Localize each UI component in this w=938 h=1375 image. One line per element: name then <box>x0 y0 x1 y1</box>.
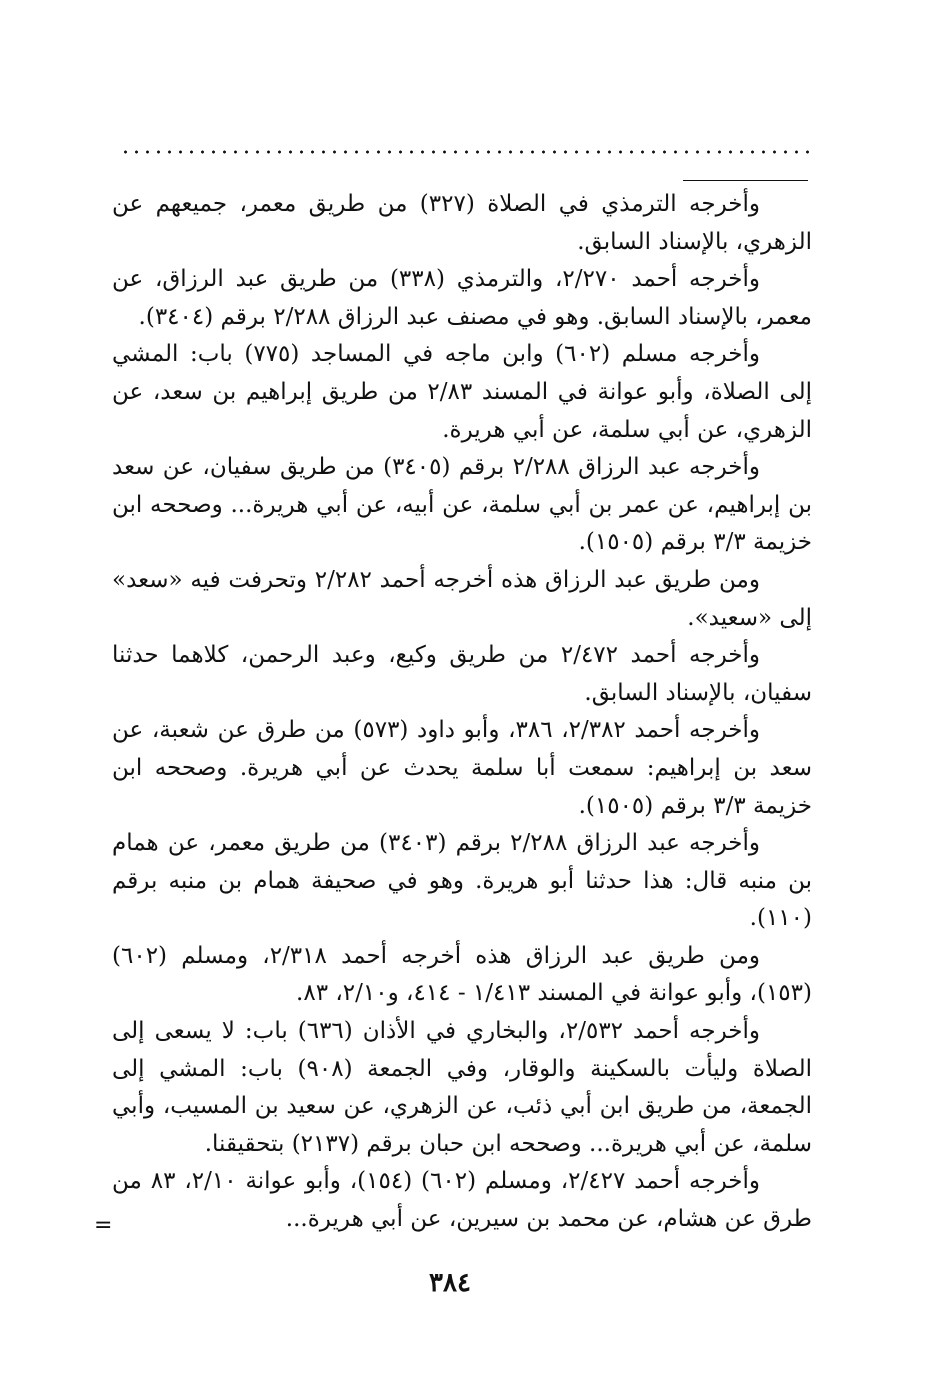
footnote-paragraph: وأخرجه أحمد ٢/٥٣٢، والبخاري في الأذان (٦٣٦) باب: لا يسعى إلى الصلاة وليأت بالسكينة والوقار، وفي الجمعة (٩٠٨) باب: المشي إلى الجمعة، من طريق ابن أبي ذئب، عن الزهري، عن سعيد بن المسيب، وأبي سلمة، عن أبي هريرة... وصححه ابن حبان برقم (٢١٣٧) بتحقيقنا. <box>112 1018 812 1157</box>
dotted-separator <box>120 148 812 156</box>
continuation-mark: = <box>94 1213 113 1238</box>
footnote-paragraph: وأخرجه مسلم (٦٠٢) وابن ماجه في المساجد (٧٧٥) باب: المشي إلى الصلاة، وأبو عوانة في المسند ٢/٨٣ من طريق إبراهيم بن سعد، عن الزهري، عن أبي سلمة، عن أبي هريرة. <box>112 341 812 443</box>
page-number: ٣٨٤ <box>429 1268 471 1298</box>
footnote-paragraph: وأخرجه عبد الرزاق ٢/٢٨٨ برقم (٣٤٠٣) من طريق معمر، عن همام بن منبه قال: هذا حدثنا أبو هريرة. وهو في صحيفة همام بن منبه برقم (١١٠). <box>112 830 812 932</box>
footnote-paragraph: وأخرجه أحمد ٢/٣٨٢، ٣٨٦، وأبو داود (٥٧٣) من طرق عن شعبة، عن سعد بن إبراهيم: سمعت أبا سلمة يحدث عن أبي هريرة. وصححه ابن خزيمة ٣/٣ برقم (١٥٠٥). <box>112 717 812 819</box>
footnote-rule <box>683 180 808 181</box>
footnote-paragraph: وأخرجه عبد الرزاق ٢/٢٨٨ برقم (٣٤٠٥) من طريق سفيان، عن سعد بن إبراهيم، عن عمر بن أبي سلمة، عن أبيه، عن أبي هريرة... وصححه ابن خزيمة ٣/٣ برقم (١٥٠٥). <box>112 454 812 556</box>
footnote-paragraph: وأخرجه أحمد ٢/٤٧٢ من طريق وكيع، وعبد الرحمن، كلاهما حدثنا سفيان، بالإسناد السابق. <box>112 642 812 706</box>
footnotes-block <box>112 186 812 1239</box>
footnote-paragraph: وأخرجه الترمذي في الصلاة (٣٢٧) من طريق معمر، جميعهم عن الزهري، بالإسناد السابق. <box>112 191 812 255</box>
footnote-paragraph: ومن طريق عبد الرزاق هذه أخرجه أحمد ٢/٢٨٢ وتحرفت فيه «سعد» إلى «سعيد». <box>112 566 812 631</box>
footnote-paragraph: ومن طريق عبد الرزاق هذه أخرجه أحمد ٢/٣١٨، ومسلم (٦٠٢) (١٥٣)، وأبو عوانة في المسند ١/٤١٣ - ٤١٤، و٢/١٠، ٨٣. <box>112 942 812 1007</box>
footnote-paragraph: وأخرجه أحمد ٢/٢٧٠، والترمذي (٣٣٨) من طريق عبد الرزاق، عن معمر، بالإسناد السابق. وهو في مصنف عبد الرزاق ٢/٢٨٨ برقم (٣٤٠٤). <box>112 266 812 330</box>
footnote-paragraph: وأخرجه أحمد ٢/٤٢٧، ومسلم (٦٠٢) (١٥٤)، وأبو عوانة ٢/١٠، ٨٣ من طرق عن هشام، عن محمد بن سيرين، عن أبي هريرة... <box>112 1168 812 1233</box>
